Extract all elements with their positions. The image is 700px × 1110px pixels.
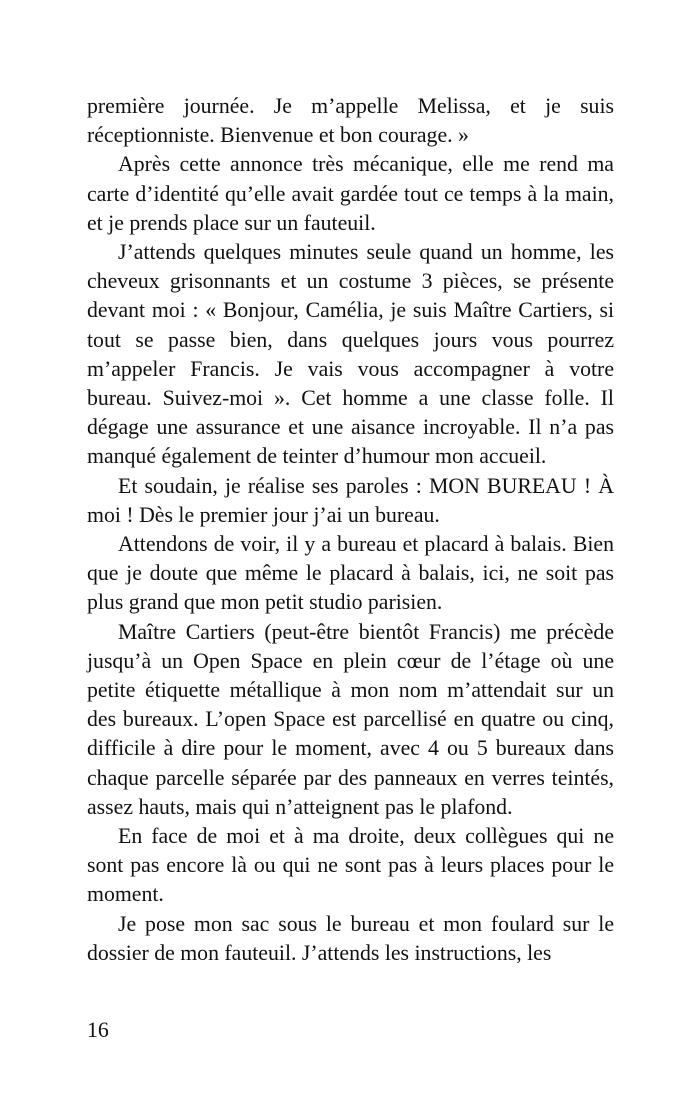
page-number: 16 [87,1018,109,1042]
page-body-text [87,92,614,968]
paragraph: Et soudain, je réalise ses paroles : MON BUREAU ! À moi ! Dès le premier jour j’ai un bureau. [87,473,614,527]
paragraph: J’attends quelques minutes seule quand un homme, les cheveux grisonnants et un costume 3 pièces, se présente devant moi : « Bonjour, Camélia, je suis Maître Cartiers, si tout se passe bien, dans quelques jours vous pourrez m’appeler Francis. Je vais vous accompagner à votre bureau. Suivez-moi ». Cet homme a une classe folle. Il dégage une assurance et une aisance incroyable. Il n’a pas manqué également de teinter d’humour mon accueil. [87,240,614,469]
paragraph: Maître Cartiers (peut-être bientôt Francis) me précède jusqu’à un Open Space en plein cœur de l’étage où une petite étiquette métallique à mon nom m’attendait sur un des bureaux. L’open Space est parcellisé en quatre ou cinq, difficile à dire pour le moment, avec 4 ou 5 bureaux dans chaque parcelle séparée par des panneaux en verres teintés, assez hauts, mais qui n’atteignent pas le plafond. [87,619,614,819]
paragraph: En face de moi et à ma droite, deux collègues qui ne sont pas encore là ou qui ne sont pas à leurs places pour le moment. [87,824,614,907]
paragraph-continued: première journée. Je m’appelle Melissa, et je suis réceptionniste. Bienvenue et bon courage. » [87,94,614,148]
paragraph-last: Je pose mon sac sous le bureau et mon foulard sur le dossier de mon fauteuil. J’attends les instructions, les [87,911,614,965]
paragraph: Attendons de voir, il y a bureau et placard à balais. Bien que je doute que même le placard à balais, ici, ne soit pas plus grand que mon petit studio parisien. [87,532,614,615]
paragraph: Après cette annonce très mécanique, elle me rend ma carte d’identité qu’elle avait gardée tout ce temps à la main, et je prends place sur un fauteuil. [87,152,614,235]
